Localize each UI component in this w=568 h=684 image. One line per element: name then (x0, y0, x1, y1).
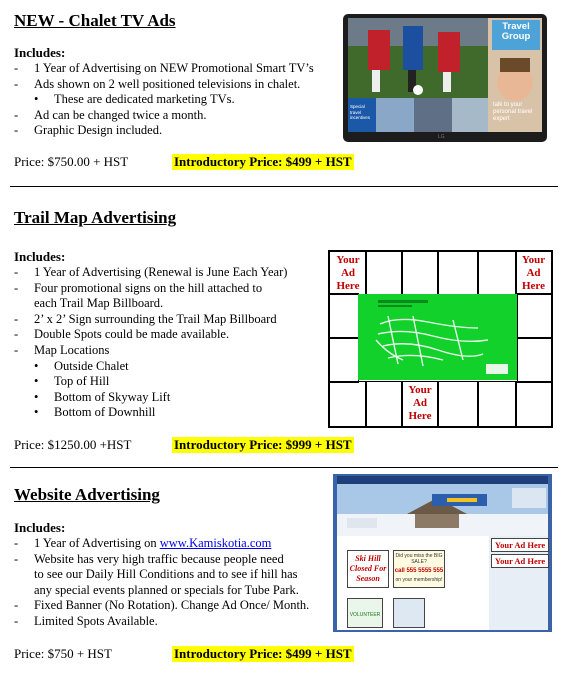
smart-tv-image (343, 14, 547, 142)
section-divider (10, 186, 558, 187)
section-title-website: Website Advertising (14, 485, 160, 504)
grid-cell (329, 337, 359, 383)
ski-hill-closed-ad: Ski Hill Closed For Season (347, 550, 389, 588)
introductory-price: Introductory Price: $499 + HST (174, 646, 352, 661)
ad-spot (401, 381, 439, 427)
tv-screen (348, 18, 542, 132)
list-item: - 1 Year of Advertising on NEW Promotional Smart TV’s (14, 61, 314, 77)
banner-ad-spot: Your Ad Here (491, 554, 549, 568)
site-nav-bar (337, 476, 548, 484)
grid-cell (365, 251, 403, 295)
trail-lines (358, 294, 517, 380)
ad-spot (329, 251, 367, 295)
site-header-photo (337, 484, 548, 536)
introductory-price: Introductory Price: $999 + HST (174, 437, 352, 452)
tv-tagline: talk to your personal travel expert (493, 102, 533, 122)
sale-ad: Did you miss the BIG SALE? call 555 5555 555 on your membership! (393, 550, 445, 588)
list-item: • These are dedicated marketing TVs. (14, 92, 314, 108)
list-item: - Website has very high traffic because people need (14, 552, 309, 568)
grid-cell (517, 337, 552, 383)
list-item: - 1 Year of Advertising (Renewal is June Each Year) (14, 265, 287, 281)
list-item: to see our Daily Hill Conditions and to see if hill has (34, 567, 298, 582)
list-item: • Outside Chalet (14, 359, 287, 375)
grid-cell (437, 251, 479, 295)
grid-cell (329, 293, 359, 339)
banner-ad-spot: Your Ad Here (491, 538, 549, 552)
list-item: • Bottom of Downhill (14, 405, 287, 421)
list-item: - Graphic Design included. (14, 123, 314, 139)
list-item: - Fixed Banner (No Rotation). Change Ad Once/ Month. (14, 598, 309, 614)
tv-tile-label: Special travel incentives (350, 104, 371, 120)
ad-spot-label: Your Ad Here (336, 254, 360, 292)
includes-list (14, 61, 314, 139)
grid-cell (329, 381, 367, 427)
includes-list (14, 536, 309, 630)
regular-price: Price: $750.00 + HST (14, 154, 129, 169)
includes-list (14, 265, 287, 421)
photo-ad (393, 598, 425, 628)
ad-spot (515, 251, 552, 295)
includes-label: Includes: (14, 45, 66, 60)
list-item: any special events planned or specials for Tube Park. (34, 582, 299, 597)
list-item: - Double Spots could be made available. (14, 327, 287, 343)
section-title-chalet-tv: NEW - Chalet TV Ads (14, 11, 176, 30)
tv-brand: LG (438, 134, 445, 140)
website-link[interactable]: www.Kamiskotia.com (159, 536, 272, 550)
grid-cell (401, 251, 439, 295)
list-item: - 1 Year of Advertising on www.Kamiskotia.com (14, 536, 309, 552)
chalet-photo (337, 484, 548, 536)
introductory-price: Introductory Price: $499 + HST (174, 154, 352, 169)
list-item: - 2’ x 2’ Sign surrounding the Trail Map Billboard (14, 312, 287, 328)
includes-label: Includes: (14, 520, 66, 535)
list-item: - Four promotional signs on the hill attached to (14, 281, 287, 297)
list-item: each Trail Map Billboard. (34, 296, 164, 311)
trail-map-image (358, 294, 517, 380)
volunteer-ad: VOLUNTEER (347, 598, 383, 628)
grid-cell (515, 381, 552, 427)
grid-cell (477, 251, 517, 295)
travel-group-logo: Travel Group (492, 20, 540, 50)
regular-price: Price: $1250.00 +HST (14, 437, 132, 452)
grid-cell (437, 381, 479, 427)
ad-spot-label: Your Ad Here (408, 384, 432, 422)
section-title-trail-map: Trail Map Advertising (14, 208, 177, 227)
grid-cell (517, 293, 552, 339)
list-item: - Ads shown on 2 well positioned televisions in chalet. (14, 77, 314, 93)
list-item: - Map Locations (14, 343, 287, 359)
website-screenshot (333, 474, 552, 632)
ad-spot-label: Your Ad Here (521, 254, 546, 292)
section-divider (10, 467, 558, 468)
list-item: - Limited Spots Available. (14, 614, 309, 630)
includes-label: Includes: (14, 249, 66, 264)
grid-cell (365, 381, 403, 427)
grid-cell (477, 381, 517, 427)
list-item: • Top of Hill (14, 374, 287, 390)
regular-price: Price: $750 + HST (14, 646, 112, 661)
list-item: • Bottom of Skyway Lift (14, 390, 287, 406)
list-item: - Ad can be changed twice a month. (14, 108, 314, 124)
